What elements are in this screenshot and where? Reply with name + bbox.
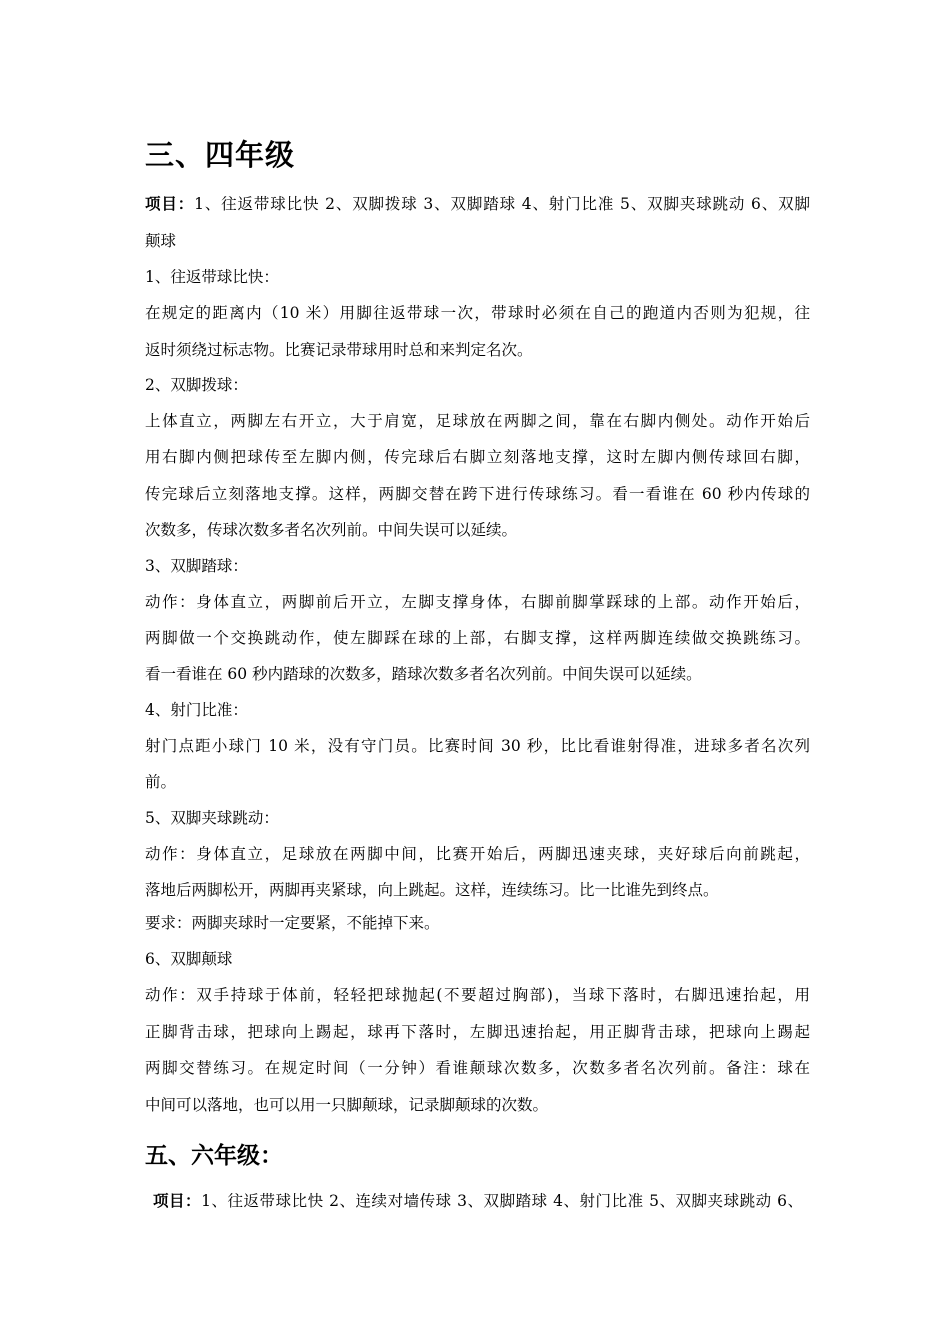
event-title: 4、射门比准： <box>145 701 248 719</box>
event-title: 3、双脚踏球： <box>145 557 248 575</box>
paragraph-line: 前。 <box>145 773 177 791</box>
paragraph-line: 射门点距小球门 10 米，没有守门员。比赛时间 30 秒，比比看谁射得准，进球多者名次列 <box>145 737 810 755</box>
paragraph-line: 动作：身体直立，两脚前后开立，左脚支撑身体，右脚前脚掌踩球的上部。动作开始后， <box>145 593 810 611</box>
paragraph-line: 两脚交替练习。在规定时间（一分钟）看谁颠球次数多，次数多者名次列前。备注：球在 <box>145 1059 810 1077</box>
paragraph-line: 动作：双手持球于体前，轻轻把球抛起(不要超过胸部)，当球下落时，右脚迅速抬起，用 <box>145 986 810 1004</box>
paragraph-line: 动作：身体直立，足球放在两脚中间，比赛开始后，两脚迅速夹球，夹好球后向前跳起， <box>145 845 810 863</box>
paragraph-line: 颠球 <box>145 232 177 250</box>
paragraph-line: 落地后两脚松开，两脚再夹紧球，向上跳起。这样，连续练习。比一比谁先到终点。 <box>145 881 719 899</box>
paragraph-line: 看一看谁在 60 秒内踏球的次数多，踏球次数多者名次列前。中间失误可以延续。 <box>145 665 702 683</box>
heading-grade-3-4: 三、四年级 <box>145 138 296 172</box>
items-line <box>153 1191 803 1211</box>
heading-grade-5-6: 五、六年级： <box>145 1142 283 1169</box>
paragraph-line: 中间可以落地，也可以用一只脚颠球，记录脚颠球的次数。 <box>145 1096 549 1114</box>
event-title: 2、双脚拨球： <box>145 376 248 394</box>
event-title: 5、双脚夹球跳动： <box>145 809 279 827</box>
paragraph-line: 上体直立，两脚左右开立，大于肩宽，足球放在两脚之间，靠在右脚内侧处。动作开始后 <box>145 412 810 430</box>
paragraph-line: 次数多，传球次数多者名次列前。中间失误可以延续。 <box>145 521 518 539</box>
paragraph-line: 两脚做一个交换跳动作，使左脚踩在球的上部，右脚支撑，这样两脚连续做交换跳练习。 <box>145 629 810 647</box>
items-line <box>145 194 810 214</box>
paragraph-line: 正脚背击球，把球向上踢起，球再下落时，左脚迅速抬起，用正脚背击球，把球向上踢起 <box>145 1023 810 1041</box>
paragraph-line: 在规定的距离内（10 米）用脚往返带球一次，带球时必须在自己的跑道内否则为犯规，往 <box>145 304 810 322</box>
paragraph-line: 要求：两脚夹球时一定要紧，不能掉下来。 <box>145 914 440 932</box>
items-list: 1、往返带球比快 2、连续对墙传球 3、双脚踏球 4、射门比准 5、双脚夹球跳动 6、 <box>201 1192 803 1210</box>
event-title: 6、双脚颠球 <box>145 950 233 968</box>
paragraph-line: 返时须绕过标志物。比赛记录带球用时总和来判定名次。 <box>145 341 533 359</box>
items-list: 1、往返带球比快 2、双脚拨球 3、双脚踏球 4、射门比准 5、双脚夹球跳动 6、双脚 <box>194 195 810 213</box>
paragraph-line: 用右脚内侧把球传至左脚内侧，传完球后右脚立刻落地支撑，这时左脚内侧传球回右脚， <box>145 448 810 466</box>
items-label: 项目： <box>153 1191 202 1210</box>
paragraph-line: 传完球后立刻落地支撑。这样，两脚交替在跨下进行传球练习。看一看谁在 60 秒内传球的 <box>145 485 810 503</box>
items-label: 项目： <box>145 194 195 213</box>
event-title: 1、往返带球比快： <box>145 268 279 286</box>
